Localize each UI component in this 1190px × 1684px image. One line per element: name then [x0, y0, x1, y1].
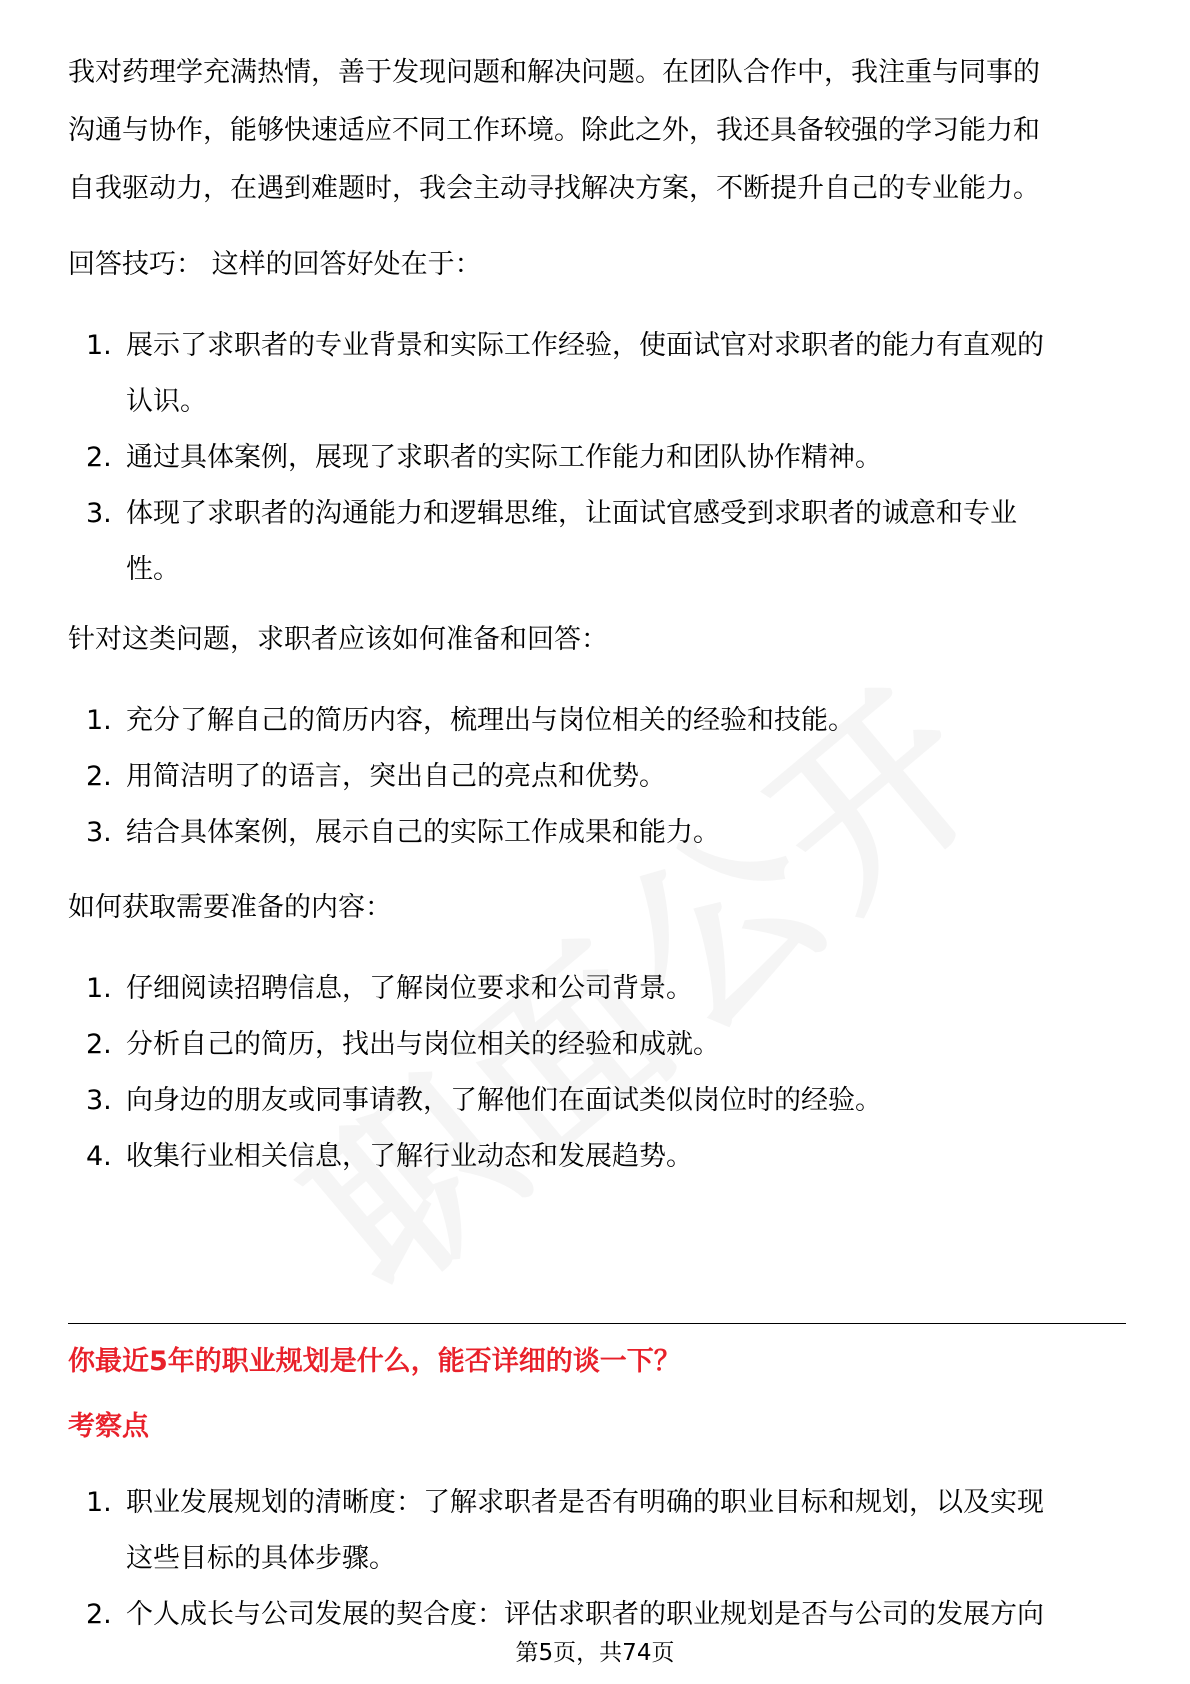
question-points-list: [68, 1475, 1108, 1643]
tips-heading: 回答技巧： 这样的回答好处在于：: [68, 249, 482, 280]
list-number: 1.: [86, 330, 112, 361]
list-number: 3.: [86, 817, 112, 848]
list-text: 充分了解自己的简历内容，梳理出与岗位相关的经验和技能。: [126, 705, 855, 736]
list-item: [68, 486, 1108, 598]
intro-line: 自我驱动力，在遇到难题时，我会主动寻找解决方案，不断提升自己的专业能力。: [68, 173, 1040, 204]
question-title: 你最近5年的职业规划是什么，能否详细的谈一下？: [68, 1346, 681, 1377]
list-number: 2.: [86, 1029, 112, 1060]
list-item: [68, 693, 1108, 749]
list-text-line: 个人成长与公司发展的契合度：评估求职者的职业规划是否与公司的发展方向: [126, 1599, 1044, 1630]
obtain-heading: 如何获取需要准备的内容：: [68, 892, 392, 923]
list-item: [68, 430, 1108, 486]
list-number: 2.: [86, 1599, 112, 1630]
list-item: [68, 1073, 1108, 1129]
list-text-line: 展示了求职者的专业背景和实际工作经验，使面试官对求职者的能力有直观的: [126, 330, 1044, 361]
list-text: 分析自己的简历，找出与岗位相关的经验和成就。: [126, 1029, 720, 1060]
list-number: 4.: [86, 1141, 112, 1172]
list-item: [68, 318, 1108, 430]
list-text-line: 认识。: [126, 386, 207, 417]
list-text-line: 性。: [126, 554, 180, 585]
intro-paragraph: [68, 44, 1128, 218]
list-number: 3.: [86, 1085, 112, 1116]
list-item: [68, 1129, 1108, 1185]
list-text: 结合具体案例，展示自己的实际工作成果和能力。: [126, 817, 720, 848]
list-text: 通过具体案例，展现了求职者的实际工作能力和团队协作精神。: [126, 442, 882, 473]
list-number: 1.: [86, 705, 112, 736]
list-text: 用简洁明了的语言，突出自己的亮点和优势。: [126, 761, 666, 792]
list-item: [68, 1475, 1108, 1587]
list-item: [68, 961, 1108, 1017]
list-number: 3.: [86, 498, 112, 529]
intro-line: 沟通与协作，能够快速适应不同工作环境。除此之外，我还具备较强的学习能力和: [68, 115, 1040, 146]
list-text-line: 体现了求职者的沟通能力和逻辑思维，让面试官感受到求职者的诚意和专业: [126, 498, 1017, 529]
list-number: 2.: [86, 761, 112, 792]
list-text-line: 这些目标的具体步骤。: [126, 1543, 396, 1574]
list-number: 2.: [86, 442, 112, 473]
obtain-list: [68, 961, 1108, 1185]
list-number: 1.: [86, 973, 112, 1004]
tips-list: [68, 318, 1108, 598]
list-text: 收集行业相关信息，了解行业动态和发展趋势。: [126, 1141, 693, 1172]
prepare-heading: 针对这类问题，求职者应该如何准备和回答：: [68, 624, 608, 655]
list-number: 1.: [86, 1487, 112, 1518]
list-text: 仔细阅读招聘信息，了解岗位要求和公司背景。: [126, 973, 693, 1004]
intro-line: 我对药理学充满热情，善于发现问题和解决问题。在团队合作中，我注重与同事的: [68, 57, 1040, 88]
list-item: [68, 805, 1108, 861]
list-item: [68, 749, 1108, 805]
section-divider: [68, 1323, 1126, 1324]
list-item: [68, 1017, 1108, 1073]
prepare-list: [68, 693, 1108, 861]
list-text-line: 职业发展规划的清晰度：了解求职者是否有明确的职业目标和规划，以及实现: [126, 1487, 1044, 1518]
question-subtitle: 考察点: [68, 1411, 149, 1442]
list-text: 向身边的朋友或同事请教，了解他们在面试类似岗位时的经验。: [126, 1085, 882, 1116]
list-item: [68, 1587, 1108, 1643]
page-footer: 第5页，共74页: [515, 1640, 675, 1666]
